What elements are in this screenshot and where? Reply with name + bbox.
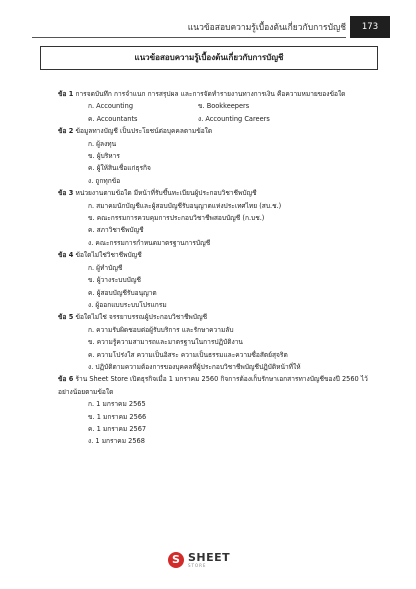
question-4 xyxy=(58,249,378,311)
option: ข. คณะกรรมการควบคุมการประกอบวิชาชีพสอบบัญชี (ก.บช.) xyxy=(88,214,265,223)
section-title-box: แนวข้อสอบความรู้เบื้องต้นเกี่ยวกับการบัญชี xyxy=(40,46,378,70)
question-5 xyxy=(58,311,378,373)
option: ค. สภาวิชาชีพบัญชี xyxy=(88,226,144,235)
question-number: ข้อ 3 xyxy=(58,189,74,198)
option: ง. Accounting Careers xyxy=(198,114,270,123)
question-number: ข้อ 4 xyxy=(58,251,74,260)
header-rule xyxy=(32,37,346,38)
option: ง. ถูกทุกข้อ xyxy=(88,176,121,185)
page-header xyxy=(0,16,416,38)
question-6 xyxy=(58,373,378,447)
question-1 xyxy=(58,88,378,125)
option: ค. ความโปร่งใส ความเป็นอิสระ ความเป็นธรรมและความซื่อสัตย์สุจริต xyxy=(88,350,288,359)
page-number-badge: 173 xyxy=(350,16,390,38)
option: ง. ปฏิบัติตามความต้องการของบุคคลที่ผู้ประกอบวิชาชีพบัญชีปฏิบัติหน้าที่ให้ xyxy=(88,362,301,371)
option: ข. ผู้บริหาร xyxy=(88,152,120,161)
question-list xyxy=(58,88,378,448)
option: ข. 1 มกราคม 2566 xyxy=(88,412,147,421)
question-text: ข้อใดไม่ใช่วิชาชีพบัญชี xyxy=(75,251,142,260)
option: ก. ความรับผิดชอบต่อผู้รับบริการ และรักษาความลับ xyxy=(88,325,234,334)
header-title: แนวข้อสอบความรู้เบื้องต้นเกี่ยวกับการบัญชี xyxy=(187,23,346,33)
question-text: ข้อใดไม่ใช่ จรรยาบรรณผู้ประกอบวิชาชีพบัญชี xyxy=(75,313,208,322)
option: ง. ผู้ออกแบบระบบโปรแกรม xyxy=(88,300,167,309)
question-3 xyxy=(58,187,378,249)
option: ค. ผู้สอบบัญชีรับอนุญาต xyxy=(88,288,157,297)
option: ก. ผู้ทำบัญชี xyxy=(88,263,123,272)
question-text: ร้าน Sheet Store เปิดธุรกิจเมื่อ 1 มกราคม 2560 กิจการต้องเก็บรักษาเอกสารทางบัญชีของปี 2560 ไว้อย่างน้อยตามข้อใด xyxy=(58,375,368,396)
option: ค. 1 มกราคม 2567 xyxy=(88,424,147,433)
logo-text: SHEET xyxy=(188,551,231,564)
option: ข. Bookkeepers xyxy=(198,102,250,111)
question-2 xyxy=(58,125,378,187)
question-text: ข้อมูลทางบัญชี เป็นประโยชน์ต่อบุคคลตามข้อใด xyxy=(75,127,213,136)
option: ง. 1 มกราคม 2568 xyxy=(88,437,145,446)
option: ง. คณะกรรมการกำหนดมาตรฐานการบัญชี xyxy=(88,238,211,247)
option: ก. 1 มกราคม 2565 xyxy=(88,400,146,409)
option: ก. สมาคมนักบัญชีและผู้สอบบัญชีรับอนุญาตแห่งประเทศไทย (สบ.ช.) xyxy=(88,201,282,210)
logo-s-icon: S xyxy=(168,552,184,568)
option: ก. Accounting xyxy=(88,102,134,111)
option: ค. Accountants xyxy=(88,114,138,123)
question-text: หน่วยงานตามข้อใด มีหน้าที่รับขึ้นทะเบียนผู้ประกอบวิชาชีพบัญชี xyxy=(75,189,257,198)
option: ก. ผู้ลงทุน xyxy=(88,139,117,148)
question-number: ข้อ 2 xyxy=(58,127,74,136)
question-text: การจดบันทึก การจำแนก การสรุปผล และการจัดทำรายงานทางการเงิน คือความหมายของข้อใด xyxy=(75,90,346,98)
sheet-store-logo xyxy=(168,551,248,571)
option: ข. ผู้วางระบบบัญชี xyxy=(88,276,141,285)
question-number: ข้อ 5 xyxy=(58,313,74,322)
option: ค. ผู้ให้สินเชื่อแก่ธุรกิจ xyxy=(88,164,151,173)
logo-subtext: STORE xyxy=(188,563,207,568)
question-number: ข้อ 1 xyxy=(58,90,74,98)
option: ข. ความรู้ความสามารถและมาตรฐานในการปฏิบัติงาน xyxy=(88,338,243,347)
question-number: ข้อ 6 xyxy=(58,375,74,384)
